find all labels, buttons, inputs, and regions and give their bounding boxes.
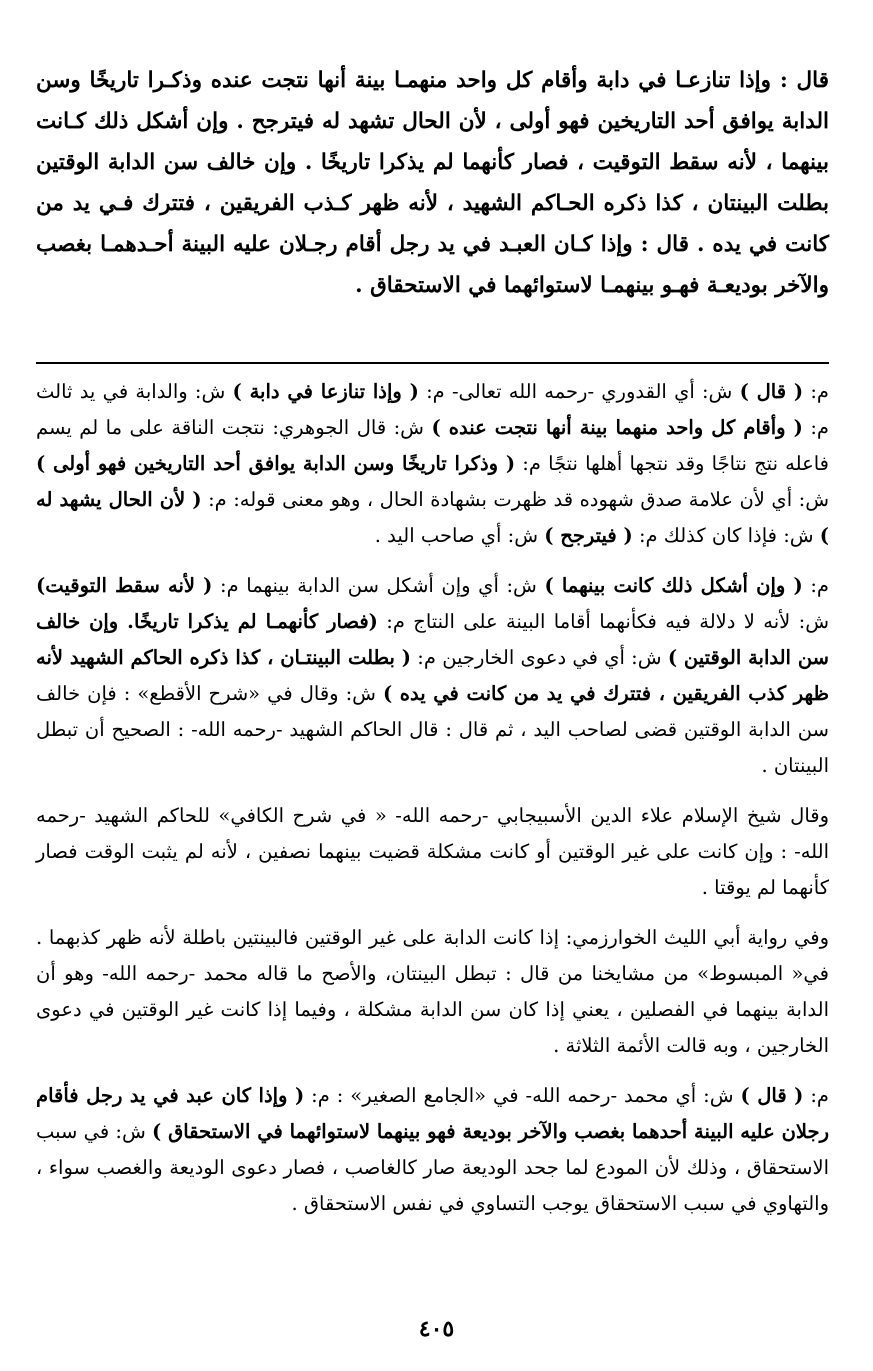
quoted-text-segment: ( لأنه سقط التوقيت) [36, 574, 213, 597]
commentary-segment: ش: وقال في «شرح الأقطع» : فإن خالف سن الدابة الوقتين قضى لصاحب اليد ، ثم قال : قال الحاكم الشهيد -رحمه الله- : الصحيح أن تبطل البينتان . [36, 682, 829, 777]
text-divider [36, 362, 829, 364]
commentary-segment: ش: أي في دعوى الخارجين م: [411, 646, 668, 669]
quoted-text-segment: ( بطلت البينتـان ، كذا ذكره الحاكم الشهيد لأنه ظهر كذب الفريقين ، فتترك في يد من كانت في يده ) [36, 646, 829, 705]
commentary-paragraph [36, 568, 829, 784]
commentary-segment: م: [803, 380, 830, 403]
commentary-segment: وقال شيخ الإسلام علاء الدين الأسبيجابي -رحمه الله- « في شرح الكافي» للحاكم الشهيد -رحمه الله- : وإن كانت على غير الوقتين أو كانت مشكلة قضيت بينهما نصفين ، لأنه لم يثبت الوقت فصار كأنهما لم يوقتا . [36, 804, 829, 899]
quoted-text-segment: ( وإذا كان عبد في يد رجل فأقام رجلان عليه البينة أحدهما بغصب والآخر بوديعة فهو بينهما لاستوائهما في الاستحقاق ) [36, 1084, 829, 1143]
quoted-text-segment: ( فيترجح ) [544, 524, 633, 547]
commentary-segment: ش: قال الجوهري: نتجت الناقة على ما لم يسم فاعله نتج نتاجًا وقد نتجها أهلها نتجًا م: [36, 416, 829, 475]
commentary-segment: ش: أي صاحب اليد . [374, 524, 545, 547]
commentary-paragraph [36, 374, 829, 554]
main-text: قال : وإذا تنازعـا في دابة وأقام كل واحد منهمـا بينة أنها نتجت عنده وذكـرا تاريخًا وسن الدابة يوافق أحد التاريخين فهو أولى ، لأن الحال تشهد له فيترجح . وإن أشكل ذلك كـانت بينهما ، لأنه سقط التوقيت ، فصار كأنهما لم يذكرا تاريخًا . وإن خالف سن الدابة الوقتين بطلت البينتان ، كذا ذكره الحـاكم الشهيد ، لأنه ظهر كـذب الفريقين ، فتترك فـي يد من كانت في يده . قال : وإذا كـان العبـد في يد رجل أقام رجـلان عليه البينة أحـدهمـا بغصب والآخر بوديعـة فهـو بينهمـا لاستوائهما في الاستحقاق . [36, 68, 829, 298]
quoted-text-segment: ( وإن أشكل ذلك كانت بينهما ) [544, 574, 803, 597]
quoted-text-segment: (فصار كأنهمـا لم يذكرا تاريخًا. وإن خالف سن الدابة الوقتين ) [36, 610, 830, 669]
quoted-text-segment: ( وأقام كل واحد منهما بينة أنها نتجت عنده ) [431, 416, 803, 439]
commentary-paragraph [36, 1078, 829, 1222]
quoted-text-segment: ( لأن الحال يشهد له ) [36, 488, 829, 547]
commentary-segment: م: [803, 1084, 830, 1107]
commentary-segment: ش: فإذا كان كذلك م: [632, 524, 820, 547]
commentary [36, 374, 829, 1222]
commentary-segment: وفي رواية أبي الليث الخوارزمي: إذا كانت الدابة على غير الوقتين فالبينتين باطلة لأنه ظهر كذبهما . في« المبسوط» من مشايخنا من قال : تبطل البينتان، والأصح ما قاله محمد -رحمه الله- وهو أن الدابة بينهما في الفصلين ، يعني إذا كان سن الدابة مشكلة ، وفيما إذا كانت غير الوقتين في دعوى الخارجين ، وبه قالت الأئمة الثلاثة . [36, 926, 829, 1057]
commentary-paragraph [36, 798, 829, 906]
quoted-text-segment: ( قال ) [740, 1084, 804, 1107]
commentary-segment: ش: لأنه لا دلالة فيه فكأنهما أقاما البينة على النتاج م: [377, 610, 829, 633]
commentary-segment: م: [802, 574, 829, 597]
commentary-segment: ش: أي القدوري -رحمه الله تعالى- م: [418, 380, 740, 403]
quoted-text-segment: ( قال ) [739, 380, 804, 403]
commentary-paragraph [36, 920, 829, 1064]
commentary-segment: ش: أي وإن أشكل سن الدابة بينهما م: [212, 574, 545, 597]
page-number: ٤٠٥ [418, 1316, 455, 1342]
quoted-text-segment: ( وذكرا تاريخًا وسن الدابة يوافق أحد التاريخين فهو أولى ) [36, 452, 516, 475]
commentary-segment: ش: في سبب الاستحقاق ، وذلك لأن المودع لما جحد الوديعة صار كالغاصب ، فصار دعوى الوديعة والغصب سواء ، والتهاوي في سبب الاستحقاق يوجب التساوي في نفس الاستحقاق . [36, 1120, 829, 1215]
commentary-segment: ش: والدابة في يد ثالث م: [36, 380, 829, 439]
quoted-text-segment: ( وإذا تنازعا في دابة ) [232, 380, 419, 403]
commentary-segment: ش: أي محمد -رحمه الله- في «الجامع الصغير» : م: [304, 1084, 741, 1107]
commentary-segment: ش: أي لأن علامة صدق شهوده قد ظهرت بشهادة الحال ، وهو معنى قوله: م: [201, 488, 829, 511]
